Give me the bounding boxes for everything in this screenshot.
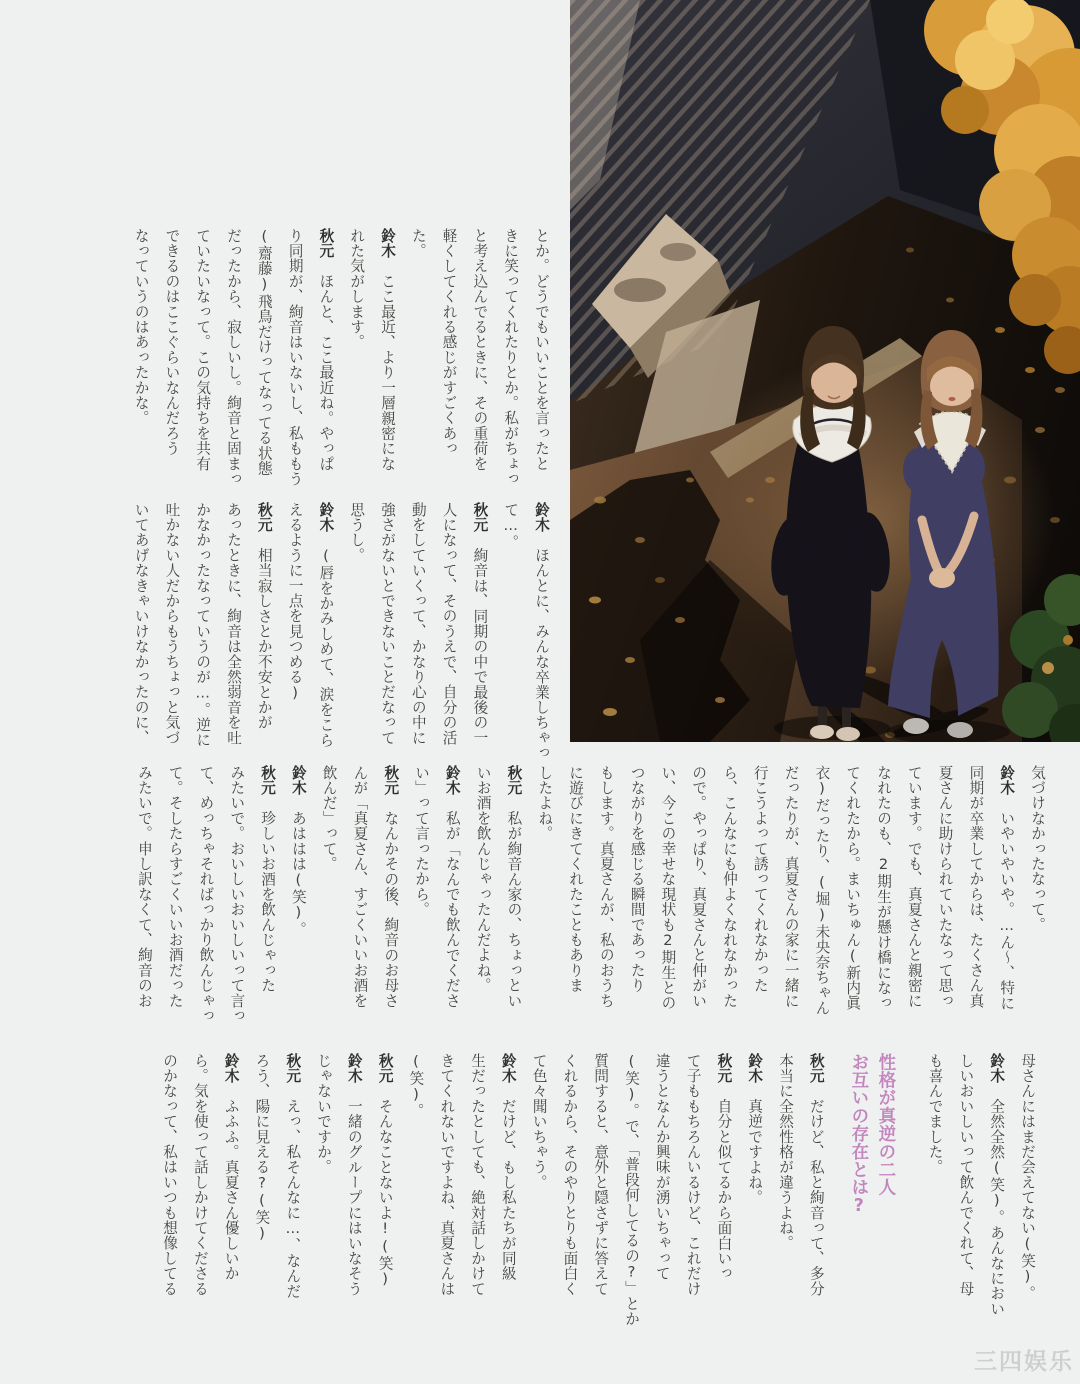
text-column: なっていうのはあったかな。 — [132, 228, 150, 426]
text-column: と考え込んでるときに、その重荷を — [471, 228, 489, 472]
text-column: て…。 — [502, 502, 520, 550]
text-column: 違うとなんか興味が湧いちゃって — [653, 1053, 671, 1281]
text-column: 行こうよって誘ってくれなかった — [751, 765, 769, 993]
text-column: だったりが、真夏さんの家に一緒に — [782, 765, 800, 1009]
text-column: できるのはここぐらいなんだろう — [163, 228, 181, 456]
text-column: ています。でも、真夏さんと親密に — [905, 765, 923, 1009]
text-column: いお酒を飲んじゃったんだよね。 — [474, 765, 492, 993]
text-column: 質問すると、意外と隠さずに答えて — [592, 1053, 610, 1297]
text-column: 鈴木 (唇をかみしめて、涙をこら — [317, 502, 335, 748]
text-column: た。 — [409, 228, 427, 259]
text-column: のかなって、私はいつも想像してる — [161, 1053, 179, 1297]
text-column: り同期が、絢音はいないし、私ももう — [286, 228, 304, 487]
text-column: てくれたから。まいちゅん(新内眞 — [844, 765, 862, 1011]
text-column: れた気がします。 — [348, 228, 366, 350]
text-column: なれたのも、2期生が懸け橋になっ — [875, 765, 893, 1011]
text-column: 思うし。 — [348, 502, 366, 563]
text-column: 気づけなかったなって。 — [1029, 765, 1046, 933]
text-column: 鈴木 一緒のグループにはいなそう — [345, 1053, 363, 1297]
text-column: きに笑ってくれたりとか。私がちょっ — [502, 228, 520, 487]
text-column: 鈴木 あははは(笑)。 — [289, 765, 307, 938]
text-column: も喜んでました。 — [926, 1053, 944, 1175]
text-column: したよね。 — [536, 765, 554, 841]
text-column: て。そしたらすごくいいお酒だった — [166, 765, 184, 1009]
text-column: て子ももちろんいるけど、これだけ — [684, 1053, 702, 1297]
text-column: 鈴木 ふふふ。真夏さん優しいか — [222, 1053, 240, 1282]
leaf-shadow-on-ledge — [660, 243, 696, 261]
clasped-hands — [929, 568, 955, 588]
text-column: (笑)。で、「普段何してるの?」とか — [623, 1053, 641, 1327]
text-column: ろう、陽に見える?(笑) — [253, 1053, 271, 1243]
text-band-2 — [125, 502, 556, 770]
text-column: 秋元 そんなことないよ!(笑) — [376, 1053, 394, 1289]
text-column: 秋元 自分と似てるから面白いっ — [715, 1053, 733, 1282]
text-column: 同期が卒業してからは、たくさん真 — [967, 765, 985, 1009]
text-column: 鈴木 いやいやいや。…ん〜、特に — [998, 765, 1016, 1011]
shoe — [836, 727, 860, 741]
text-column: きてくれないですよね、真夏さんは — [438, 1053, 456, 1297]
text-column: ら。気を使って話しかけてくださる — [191, 1053, 209, 1297]
text-column: くれるから、そのやりとりも面白く — [561, 1053, 579, 1297]
leaf-shadow-on-ledge — [614, 278, 666, 302]
text-column: (笑)。 — [407, 1053, 425, 1119]
section-heading-line1: 性格が真逆の二人 — [875, 1053, 896, 1197]
text-column: しいおいしいって飲んでくれて、母 — [957, 1053, 975, 1297]
watermark: 三四娱乐 — [974, 1349, 1074, 1375]
text-column: もします。真夏さんが、私のおうち — [597, 765, 615, 1009]
text-column: て色々聞いちゃう。 — [530, 1053, 548, 1190]
text-column: かなかったなっていうのが…。逆に — [194, 502, 212, 748]
text-column: とか。どうでもいいことを言ったと — [533, 228, 550, 472]
text-column: 吐かない人だからもうちょっと気づ — [163, 502, 181, 746]
text-column: 秋元 えっ、私そんなに…、なんだ — [284, 1053, 302, 1299]
text-column: 秋元 珍しいお酒を飲んじゃった — [259, 765, 277, 994]
text-column: 秋元 絢音は、同期の中で最後の一 — [471, 502, 489, 746]
text-column: だったから、寂しいし。絢音と固まっ — [225, 228, 243, 487]
text-column: みたいで。おいしいおいしいって言っ — [228, 765, 246, 1024]
text-column: 秋元 相当寂しさとか不安とかが — [255, 502, 273, 731]
text-column: い」って言ったから。 — [413, 765, 431, 917]
text-column: て、めっちゃそればっかり飲んじゃっ — [197, 765, 215, 1024]
text-column: ら、こんなにも仲よくなれなかった — [721, 765, 739, 1009]
text-column: 鈴木 ほんとに、みんな卒業しちゃっ — [533, 502, 550, 761]
section-heading-line2: お互いの存在とは? — [848, 1053, 869, 1217]
text-column: 軽くしてくれる感じがすごくあっ — [440, 228, 458, 456]
text-column: ので。やっぱり、真夏さんと仲がい — [690, 765, 708, 1009]
text-column: 秋元 ほんと、ここ最近ね。やっぱ — [317, 228, 335, 472]
text-column: 人になって、そのうえで、自分の活 — [440, 502, 458, 746]
text-band-4 — [153, 1053, 1042, 1339]
text-column: 飲んだ」って。 — [320, 765, 338, 872]
text-column: 生だったとしても、絶対話しかけて — [469, 1053, 487, 1297]
text-column: つながりを感じる瞬間であったり — [628, 765, 646, 993]
text-band-1 — [125, 228, 556, 496]
text-column: 鈴木 私が「なんでも飲んでくださ — [443, 765, 461, 1009]
text-column: 鈴木 真逆ですよね。 — [746, 1053, 764, 1206]
text-column: 本当に全然性格が違うよね。 — [777, 1053, 795, 1251]
text-column: いてあげなきゃいけなかったのに、 — [132, 502, 150, 746]
section-heading — [845, 1053, 899, 1339]
text-column: 鈴木 だけど、もし私たちが同級 — [499, 1053, 517, 1282]
text-column: 秋元 なんかその後、絢音のお母さ — [382, 765, 400, 1009]
text-column: 動をしていくって、かなり心の中に — [409, 502, 427, 746]
text-band-3 — [128, 765, 1052, 1031]
text-column: (齋藤)飛鳥だけってなってる状態 — [255, 228, 273, 476]
shoe — [810, 725, 834, 739]
text-column: 強さがないとできないことだなって — [379, 502, 397, 746]
text-column: ていたいなって。この気持ちを共有 — [194, 228, 212, 472]
shoe — [903, 718, 929, 734]
text-column: 秋元 だけど、私と絢音って、多分 — [807, 1053, 825, 1297]
band4-after-heading — [153, 1053, 831, 1339]
text-column: 秋元 私が絢音ん家の、ちょっとい — [505, 765, 523, 1009]
text-column: い、今この幸せな現状も2期生との — [659, 765, 677, 1011]
text-column: 衣)だったり、(堀)未央奈ちゃん — [813, 765, 831, 1016]
text-column: 鈴木 全然全然(笑)。あんなにおい — [988, 1053, 1006, 1317]
text-column: 夏さんに助けられていたなって思っ — [936, 765, 954, 1009]
text-column: じゃないですか。 — [315, 1053, 333, 1175]
text-column: えるように一点を見つめる) — [286, 502, 304, 702]
band4-before-heading — [919, 1053, 1042, 1339]
text-column: んが「真夏さん、すごくいいお酒を — [351, 765, 369, 1009]
text-column: 鈴木 ここ最近、より一層親密にな — [379, 228, 397, 472]
shoe — [947, 722, 973, 738]
photo — [570, 0, 1080, 742]
text-column: あったときに、絢音は全然弱音を吐 — [225, 502, 243, 746]
text-column: 母さんにはまだ会えてない(笑)。 — [1019, 1053, 1036, 1301]
text-column: みたいで。申し訳なくて、絢音のお — [135, 765, 153, 1009]
text-column: に遊びにきてくれたこともありま — [567, 765, 585, 993]
